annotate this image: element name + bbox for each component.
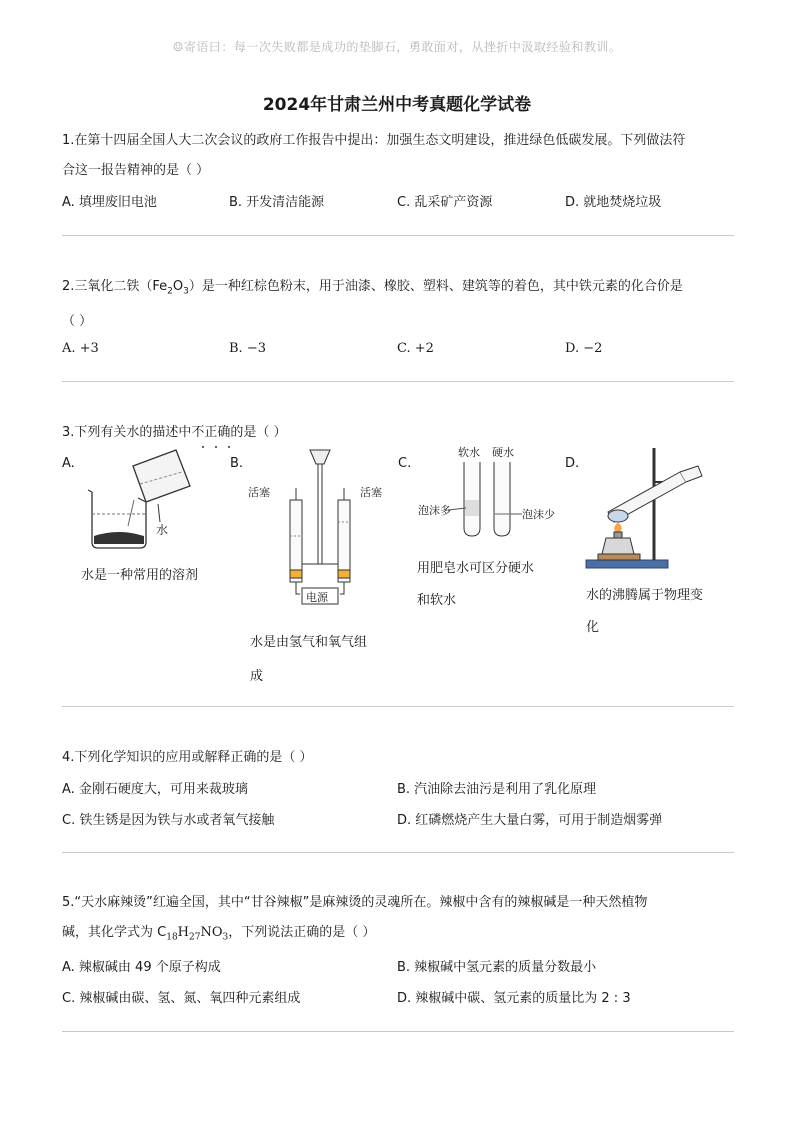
question-1 bbox=[62, 126, 734, 186]
q1-option-a[interactable]: A. 填埋废旧电池 bbox=[62, 195, 157, 210]
question-1-stem-line2: 合这一报告精神的是（ ） bbox=[62, 163, 210, 178]
q3-option-d-caption: 水的沸腾属于物理变 化 bbox=[586, 588, 704, 635]
less-foam-label: 泡沫少 bbox=[522, 508, 555, 521]
question-4-options-row2 bbox=[62, 810, 734, 832]
q2-option-b[interactable]: B. −3 bbox=[229, 341, 266, 356]
question-1-stem-line1: 1.在第十四届全国人大二次会议的政府工作报告中提出：加强生态文明建设，推进绿色低碳发展。下列做法符 bbox=[62, 133, 686, 148]
electrolysis-apparatus-figure bbox=[244, 444, 396, 616]
question-2-stem-line1: 2.三氧化二铁$(Fe_2O_3)$是一种红棕色粉末，用于油漆、橡胶、塑料、建筑等的着色，其中铁元素的化合价是 bbox=[62, 279, 683, 297]
q3-option-a-letter[interactable]: A. bbox=[62, 456, 75, 471]
divider bbox=[62, 381, 734, 382]
q3-option-c-caption: 用肥皂水可区分硬水 和软水 bbox=[417, 561, 535, 608]
q2-option-d[interactable]: D. −2 bbox=[565, 341, 603, 356]
boiling-water-figure bbox=[584, 442, 720, 574]
divider bbox=[62, 235, 734, 236]
motto-header: ☺寄语曰：每一次失败都是成功的垫脚石，勇敢面对，从挫折中汲取经验和教训。 bbox=[172, 40, 622, 54]
water-label: 水 bbox=[156, 523, 169, 537]
q5-option-b[interactable]: B. 辣椒碱中氢元素的质量分数最小 bbox=[397, 960, 597, 975]
question-2-stem-line2: （ ） bbox=[62, 313, 93, 329]
q2-option-c[interactable]: C. +2 bbox=[397, 341, 434, 356]
q4-option-c[interactable]: C. 铁生锈是因为铁与水或者氧气接触 bbox=[62, 813, 275, 828]
q4-option-a[interactable]: A. 金刚石硬度大，可用来裁玻璃 bbox=[62, 782, 248, 797]
soap-water-test-figure bbox=[412, 442, 562, 546]
emphasis-dot bbox=[202, 446, 204, 448]
more-foam-label: 泡沫多 bbox=[418, 504, 451, 517]
divider bbox=[62, 706, 734, 707]
hard-water-label: 硬水 bbox=[492, 446, 514, 459]
question-4-stem: 4.下列化学知识的应用或解释正确的是（ ） bbox=[62, 750, 313, 765]
divider bbox=[62, 1031, 734, 1032]
soft-water-label: 软水 bbox=[458, 446, 480, 459]
q5-option-d[interactable]: D. 辣椒碱中碳、氢元素的质量比为 2 : 3 bbox=[397, 991, 631, 1006]
q3-option-a-caption: 水是一种常用的溶剂 bbox=[81, 568, 199, 583]
q1-option-d[interactable]: D. 就地焚烧垃圾 bbox=[565, 195, 662, 210]
question-2 bbox=[62, 272, 734, 337]
q5-option-a[interactable]: A. 辣椒碱由 49 个原子构成 bbox=[62, 960, 221, 975]
q2-option-a[interactable]: A. +3 bbox=[62, 341, 99, 356]
q3-option-b-letter[interactable]: B. bbox=[230, 456, 244, 471]
question-1-options bbox=[62, 192, 734, 214]
emphasis-dot bbox=[228, 446, 230, 448]
question-3-stem: 3.下列有关水的描述中不正确的是（ ） bbox=[62, 425, 287, 440]
emphasis-dot bbox=[215, 446, 217, 448]
question-2-options bbox=[62, 338, 734, 360]
q3-option-d-letter[interactable]: D. bbox=[565, 456, 580, 471]
power-source-label: 电源 bbox=[306, 591, 328, 604]
q3-option-c-letter[interactable]: C. bbox=[398, 456, 412, 471]
question-5-options-row1 bbox=[62, 957, 734, 979]
question-5-options-row2 bbox=[62, 988, 734, 1010]
question-5-stem-line2: 碱，其化学式为 $C_{18}H_{27}NO_3$，下列说法正确的是（ ） bbox=[62, 925, 376, 943]
q4-option-d[interactable]: D. 红磷燃烧产生大量白雾，可用于制造烟雾弹 bbox=[397, 813, 663, 828]
q3-option-b-caption: 水是由氢气和氧气组 成 bbox=[250, 635, 368, 684]
stopcock-left-label: 活塞 bbox=[248, 486, 270, 499]
beaker-pouring-figure bbox=[78, 444, 198, 554]
q5-option-c[interactable]: C. 辣椒碱由碳、氢、氮、氧四种元素组成 bbox=[62, 991, 301, 1006]
q4-option-b[interactable]: B. 汽油除去油污是利用了乳化原理 bbox=[397, 782, 597, 797]
divider bbox=[62, 852, 734, 853]
question-5 bbox=[62, 888, 734, 953]
q1-option-c[interactable]: C. 乱采矿产资源 bbox=[397, 195, 493, 210]
question-4-options-row1 bbox=[62, 779, 734, 801]
page-title: 2024年甘肃兰州中考真题化学试卷 bbox=[262, 95, 532, 115]
question-5-stem-line1: 5.“天水麻辣烫”红遍全国，其中“甘谷辣椒”是麻辣烫的灵魂所在。辣椒中含有的辣椒碱是一种天然植物 bbox=[62, 895, 648, 910]
stopcock-right-label: 活塞 bbox=[360, 486, 382, 499]
q1-option-b[interactable]: B. 开发清洁能源 bbox=[229, 195, 325, 210]
